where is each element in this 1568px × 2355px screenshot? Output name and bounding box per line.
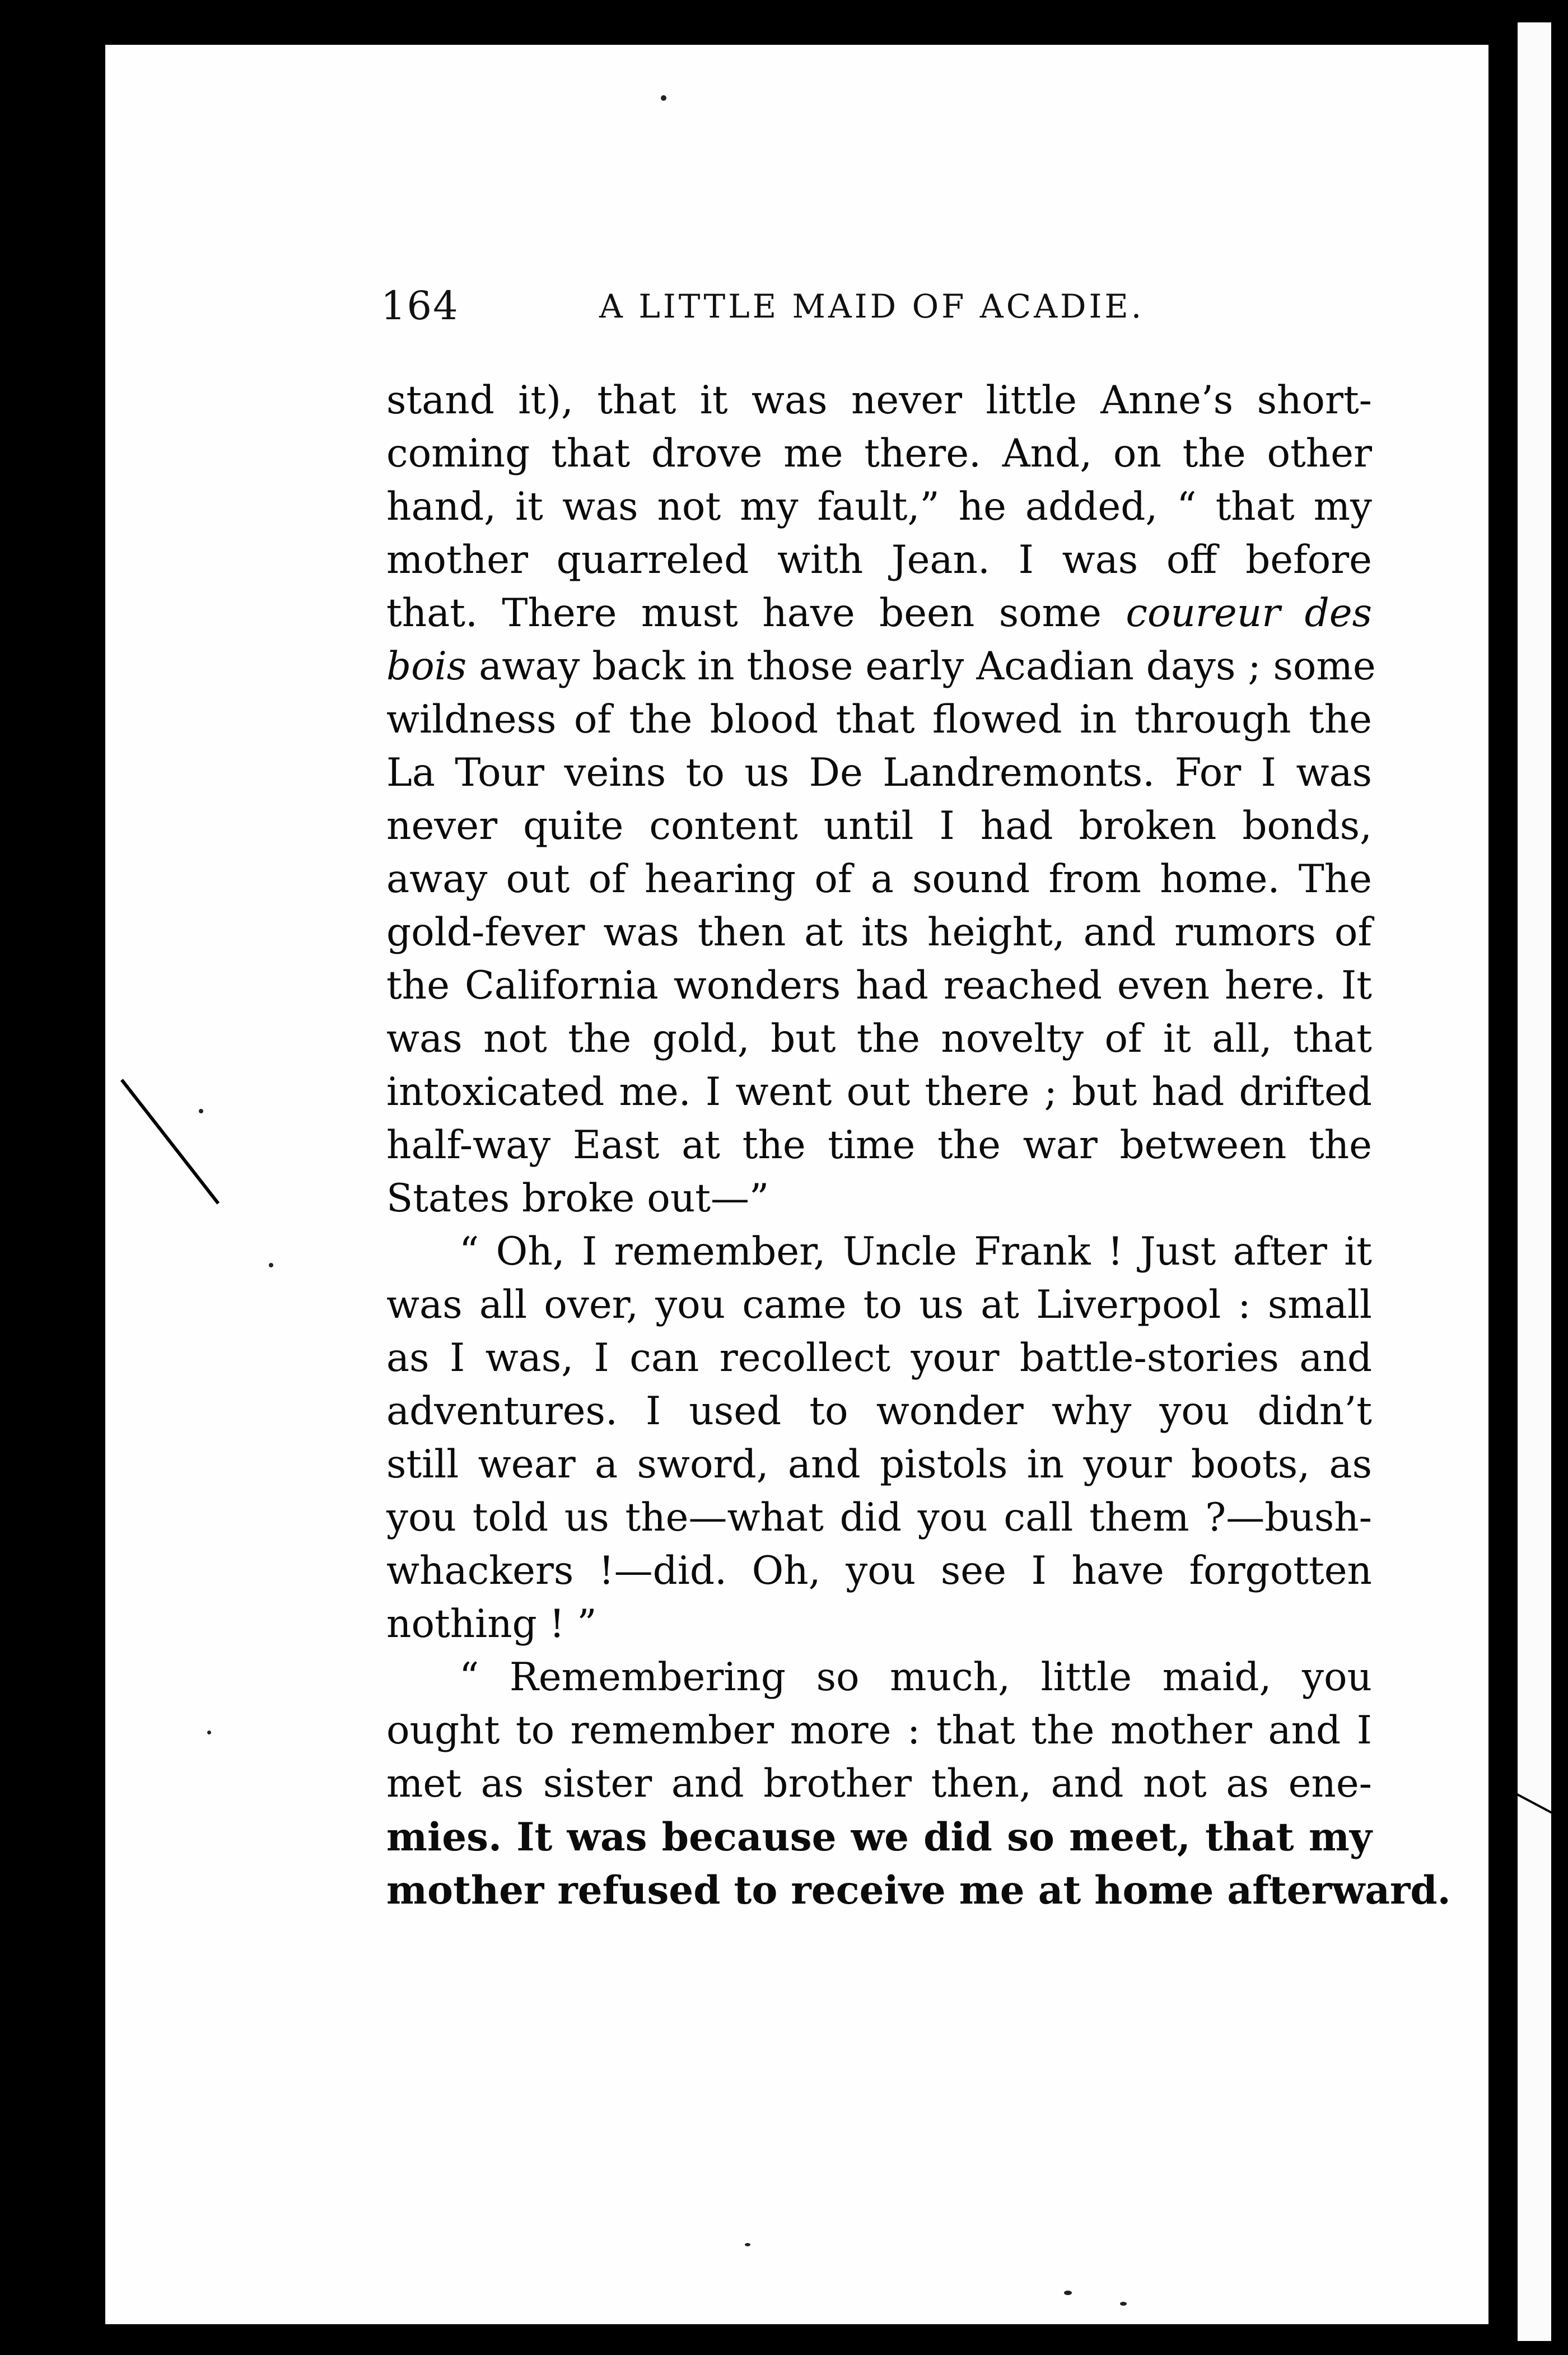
facing-page-edge [1512,22,1551,2341]
text-line: met as sister and brother then, and not as ene- [386,1761,1372,1806]
scan-speck [199,1109,203,1113]
text-line: coming that drove me there. And, on the other [386,431,1372,476]
text-line [386,640,1376,693]
scan-speck [207,1731,211,1734]
scan-speck [745,2243,750,2246]
italic-phrase: coureur des [1126,591,1372,636]
text-line: nothing ! ” [386,1602,597,1647]
text-line: as I was, I can recollect your battle-stories and [386,1336,1372,1381]
text-line: intoxicated me. I went out there ; but had drifted [386,1070,1372,1114]
text-line: stand it), that it was never little Anne’s short- [386,378,1372,423]
scan-speck [1120,2302,1127,2306]
text-line: was all over, you came to us at Liverpool : small [386,1283,1372,1327]
text-line: ought to remember more : that the mother and I [386,1708,1372,1753]
running-head [381,283,1378,339]
text-line: whackers !—did. Oh, you see I have forgotten [386,1549,1372,1593]
text-line: mother refused to receive me at home afterward. [386,1868,1451,1913]
body-text [386,374,1451,1917]
scan-speck [269,1263,273,1267]
text-line: never quite content until I had broken bonds, [386,804,1372,848]
page-number: 164 [381,283,459,329]
scan-speck [1064,2291,1072,2295]
text-line: half-way East at the time the war between the [386,1123,1372,1168]
text-line: gold-fever was then at its height, and rumors of [386,910,1372,955]
text-line: wildness of the blood that flowed in through the [386,697,1372,742]
text-line: was not the gold, but the novelty of it all, that [386,1016,1372,1061]
running-title: A LITTLE MAID OF ACADIE. [599,287,1145,325]
text-line: La Tour veins to us De Landremonts. For I was [386,750,1372,795]
text-line: the California wonders had reached even here. It [386,963,1372,1008]
italic-phrase: bois [386,644,467,689]
text-line: mother quarreled with Jean. I was off before [386,538,1372,582]
text-line: still wear a sword, and pistols in your boots, as [386,1442,1372,1487]
text-line [386,587,1372,640]
text-line: hand, it was not my fault,” he added, “ that my [386,484,1372,529]
text-line: “ Remembering so much, little maid, you [459,1655,1372,1700]
text-line: you told us the—what did you call them ?—bush- [386,1495,1372,1540]
text-line: mies. It was because we did so meet, that my [386,1815,1372,1860]
text-line: away out of hearing of a sound from home. The [386,857,1372,902]
text-line: “ Oh, I remember, Uncle Frank ! Just after it [459,1229,1372,1274]
text-line: adventures. I used to wonder why you didn’t [386,1389,1372,1434]
text-segment: away back in those early Acadian days ; some [466,644,1376,689]
scan-speck [661,95,666,101]
text-segment: that. There must have been some [386,591,1126,636]
text-line: States broke out—” [386,1176,769,1221]
